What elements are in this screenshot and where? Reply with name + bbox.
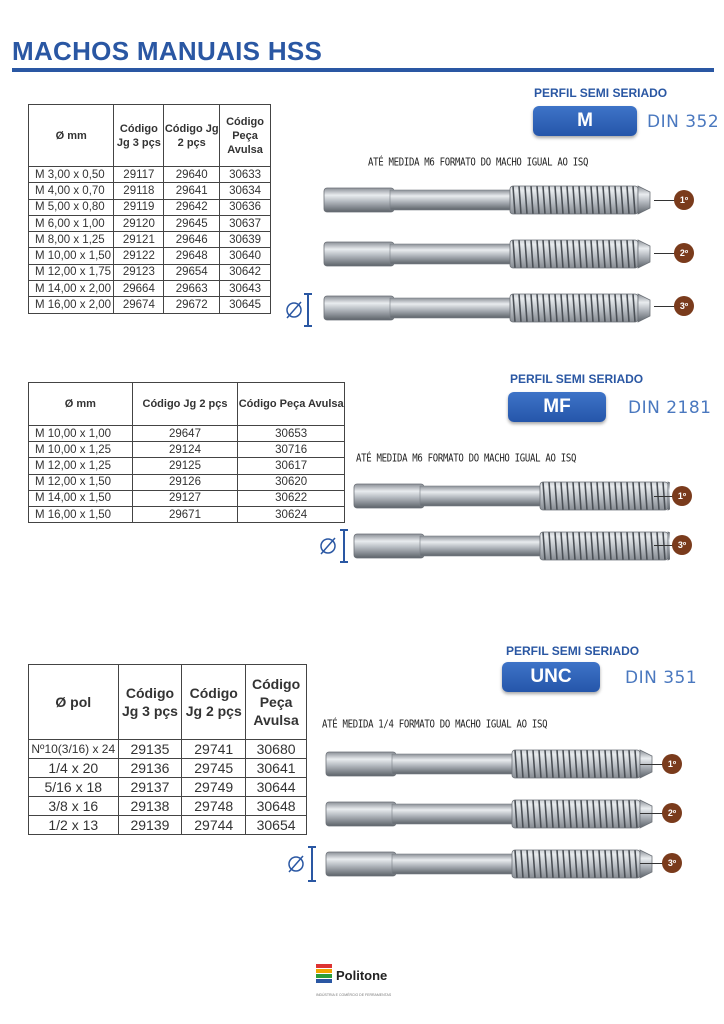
col-header-jg2: Código Jg 2 pçs [182,665,246,740]
profile-badge-unc: UNC [502,662,600,692]
cell-code: 30624 [238,506,345,522]
table-row [29,490,345,506]
marker-leader [654,253,676,254]
table-row [29,248,271,264]
marker-leader [654,306,676,307]
table-row [29,474,345,490]
cell-code: 29648 [164,248,220,264]
cell-size: M 5,00 x 0,80 [29,199,114,215]
cell-size: Nº10(3/16) x 24 [29,740,119,759]
cell-code: 30642 [220,264,271,280]
cell-code: 30636 [220,199,271,215]
cell-code: 30644 [246,778,307,797]
profile-badge-mf: MF [508,392,606,422]
cell-code: 30633 [220,167,271,183]
cell-code: 29121 [114,232,164,248]
cell-code: 30648 [246,797,307,816]
table-row [29,297,271,313]
cell-code: 29647 [132,426,238,442]
cell-code: 29135 [118,740,182,759]
table-row [29,199,271,215]
table-header-row [29,105,271,167]
cell-size: M 10,00 x 1,00 [29,426,133,442]
col-header-jg3: Código Jg 3 pçs [118,665,182,740]
marker-leader [654,200,676,201]
cell-code: 30645 [220,297,271,313]
cell-code: 29124 [132,442,238,458]
table-row [29,816,307,835]
cell-code: 29640 [164,167,220,183]
cell-code: 30617 [238,458,345,474]
cell-code: 30680 [246,740,307,759]
col-header-diameter: Ø mm [29,383,133,426]
cell-code: 29748 [182,797,246,816]
brand-logo [316,964,387,986]
marker-1: 1º [662,754,682,774]
cell-code: 29138 [118,797,182,816]
table-header-row [29,383,345,426]
col-header-avulsa: Código Peça Avulsa [220,105,271,167]
tap-image-1 [350,472,670,520]
marker-3: 3º [672,535,692,555]
cell-code: 30716 [238,442,345,458]
cell-code: 29125 [132,458,238,474]
cell-size: M 3,00 x 0,50 [29,167,114,183]
size-note: ATÉ MEDIDA M6 FORMATO DO MACHO IGUAL AO ISQ [356,453,577,465]
col-header-jg2: Código Jg 2 pçs [164,105,220,167]
col-header-avulsa: Código Peça Avulsa [238,383,345,426]
tap-image-1 [322,740,662,788]
table-header-row [29,665,307,740]
tap-image-3 [350,522,670,570]
cell-size: M 8,00 x 1,25 [29,232,114,248]
cell-code: 29646 [164,232,220,248]
marker-2: 2º [674,243,694,263]
cell-size: M 16,00 x 1,50 [29,506,133,522]
cell-code: 29120 [114,215,164,231]
cell-code: 29126 [132,474,238,490]
brand-name: Politone [336,967,388,983]
cell-size: 1/4 x 20 [29,759,119,778]
marker-leader [640,813,664,814]
cell-size: M 12,00 x 1,50 [29,474,133,490]
cell-size: M 16,00 x 2,00 [29,297,114,313]
cell-code: 30634 [220,183,271,199]
table-row [29,740,307,759]
diameter-icon [286,845,318,883]
cell-size: M 10,00 x 1,25 [29,442,133,458]
marker-3: 3º [674,296,694,316]
cell-code: 30620 [238,474,345,490]
cell-code: 30641 [246,759,307,778]
table-row [29,797,307,816]
marker-2: 2º [662,803,682,823]
cell-size: M 6,00 x 1,00 [29,215,114,231]
table-row [29,426,345,442]
table-row [29,167,271,183]
cell-code: 29119 [114,199,164,215]
politone-logo-icon [316,964,332,986]
size-note: ATÉ MEDIDA M6 FORMATO DO MACHO IGUAL AO ISQ [368,157,589,169]
cell-size: 5/16 x 18 [29,778,119,797]
col-header-diameter: Ø pol [29,665,119,740]
perfil-label: PERFIL SEMI SERIADO [506,644,640,658]
cell-code: 29127 [132,490,238,506]
cell-code: 29654 [164,264,220,280]
marker-leader [640,764,664,765]
cell-code: 29663 [164,281,220,297]
table-row [29,506,345,522]
cell-size: 1/2 x 13 [29,816,119,835]
table-row [29,264,271,280]
size-note: ATÉ MEDIDA 1/4 FORMATO DO MACHO IGUAL AO ISQ [322,719,548,731]
cell-code: 29641 [164,183,220,199]
diameter-icon [284,292,314,328]
marker-1: 1º [674,190,694,210]
col-header-diameter: Ø mm [29,105,114,167]
cell-code: 30639 [220,232,271,248]
cell-code: 29122 [114,248,164,264]
table-row [29,442,345,458]
cell-code: 29741 [182,740,246,759]
tap-image-2 [322,790,662,838]
cell-code: 29117 [114,167,164,183]
cell-code: 29137 [118,778,182,797]
col-header-jg2: Código Jg 2 pçs [132,383,238,426]
cell-code: 29674 [114,297,164,313]
cell-code: 30643 [220,281,271,297]
cell-code: 29744 [182,816,246,835]
cell-code: 29671 [132,506,238,522]
brand-tagline: INDÚSTRIA E COMÉRCIO DE FERRAMENTAS [316,993,392,997]
cell-size: M 12,00 x 1,25 [29,458,133,474]
cell-code: 29118 [114,183,164,199]
cell-code: 29139 [118,816,182,835]
table-metric-m [28,104,271,314]
col-header-avulsa: Código Peça Avulsa [246,665,307,740]
table-unc [28,664,307,835]
profile-badge-m: M [533,106,637,136]
cell-code: 30654 [246,816,307,835]
table-row [29,183,271,199]
cell-size: M 14,00 x 1,50 [29,490,133,506]
din-label: DIN 352 [647,112,720,132]
cell-code: 29136 [118,759,182,778]
cell-code: 30637 [220,215,271,231]
table-row [29,232,271,248]
diameter-icon [318,528,350,564]
cell-size: M 10,00 x 1,50 [29,248,114,264]
cell-code: 29745 [182,759,246,778]
din-label: DIN 351 [625,668,698,688]
table-row [29,215,271,231]
cell-code: 29642 [164,199,220,215]
tap-image-1 [320,176,670,224]
perfil-label: PERFIL SEMI SERIADO [510,372,644,386]
cell-code: 30640 [220,248,271,264]
table-row [29,458,345,474]
cell-code: 30653 [238,426,345,442]
cell-size: M 14,00 x 2,00 [29,281,114,297]
table-row [29,759,307,778]
cell-size: M 12,00 x 1,75 [29,264,114,280]
marker-1: 1º [672,486,692,506]
cell-code: 30622 [238,490,345,506]
cell-code: 29664 [114,281,164,297]
cell-size: M 4,00 x 0,70 [29,183,114,199]
perfil-label: PERFIL SEMI SERIADO [534,86,668,100]
table-row [29,281,271,297]
marker-leader [640,863,664,864]
tap-image-3 [320,284,670,332]
din-label: DIN 2181 [628,398,712,418]
table-row [29,778,307,797]
table-metric-mf [28,382,345,523]
tap-image-2 [320,230,670,278]
cell-code: 29645 [164,215,220,231]
marker-3: 3º [662,853,682,873]
title-underline [12,68,714,72]
cell-code: 29672 [164,297,220,313]
col-header-jg3: Código Jg 3 pçs [114,105,164,167]
cell-code: 29749 [182,778,246,797]
cell-code: 29123 [114,264,164,280]
tap-image-3 [322,840,662,888]
page-title: MACHOS MANUAIS HSS [12,36,323,66]
cell-size: 3/8 x 16 [29,797,119,816]
